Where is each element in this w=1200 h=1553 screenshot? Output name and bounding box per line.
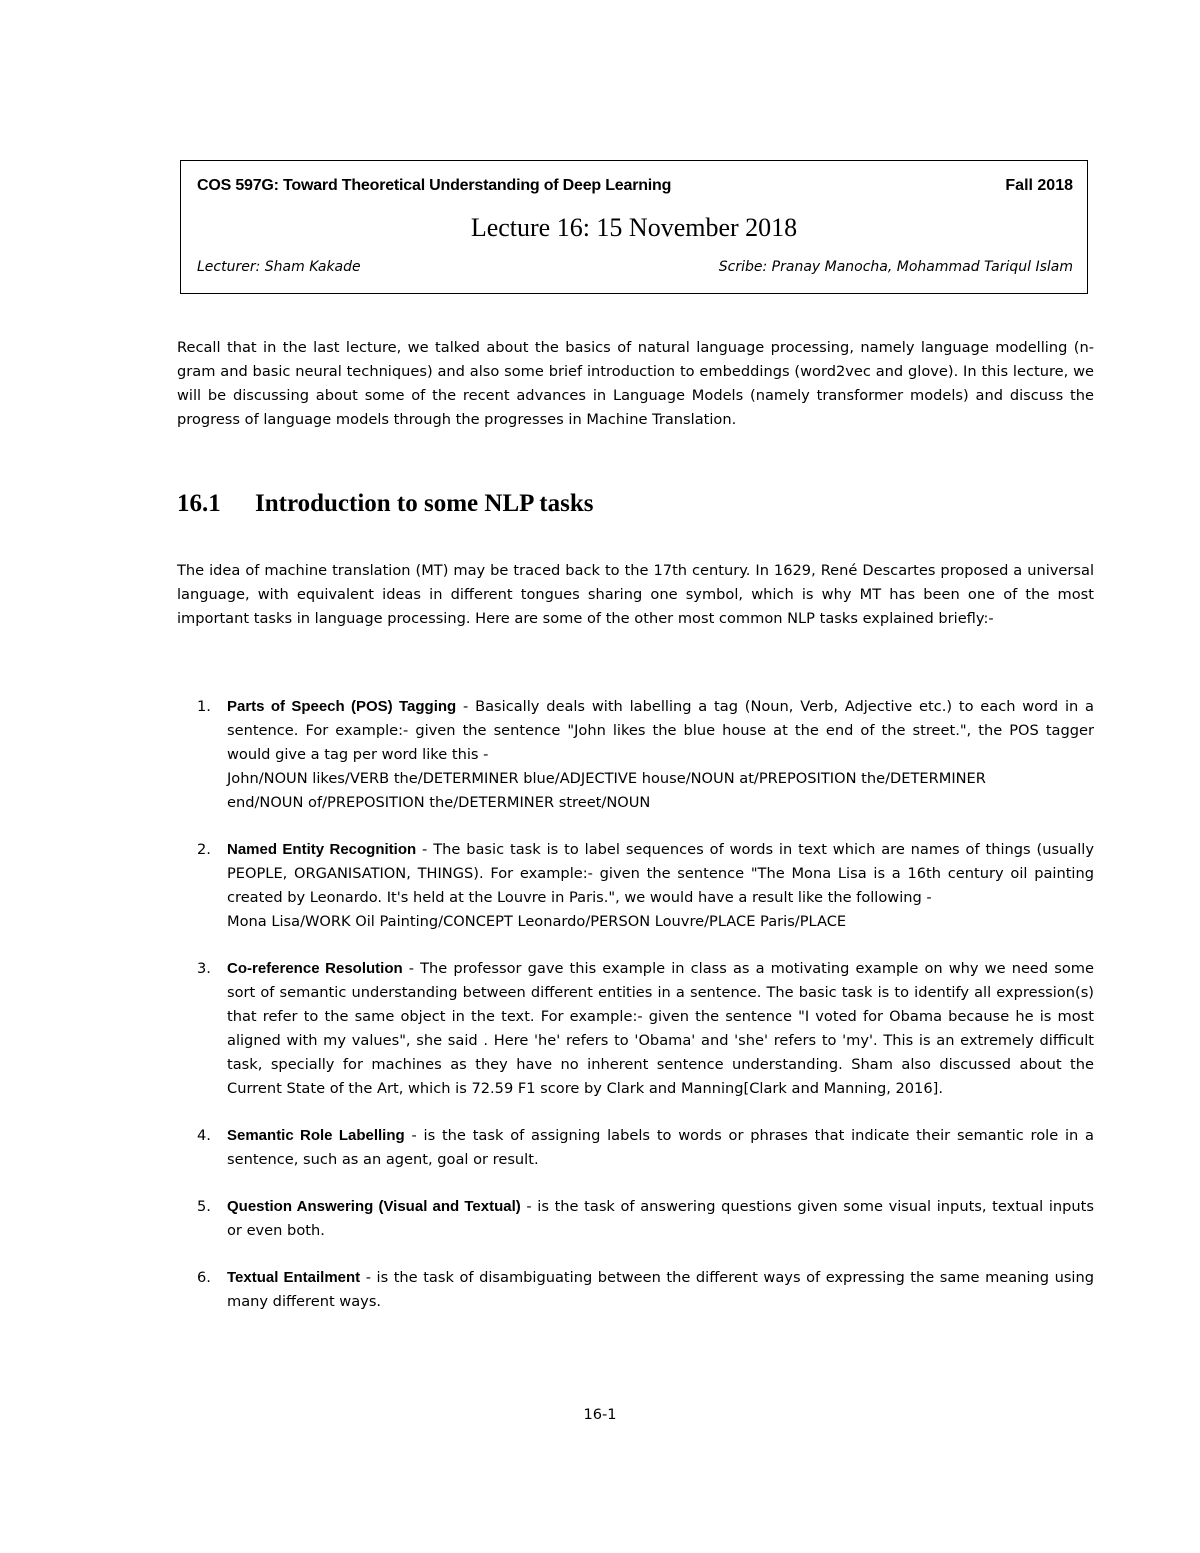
task-title: Question Answering (Visual and Textual) <box>227 1198 521 1215</box>
task-title: Parts of Speech (POS) Tagging <box>227 698 457 715</box>
list-item <box>177 957 1094 1101</box>
lecture-header-box <box>180 160 1088 294</box>
task-description: - Basically deals with labelling a tag (Noun, Verb, Adjective etc.) to each word in a sentence. For example:- given the sentence "John likes the blue house at the end of the street.", the POS tagger would give a tag per word like this - <box>227 698 1094 763</box>
list-item <box>177 838 1094 934</box>
list-item-number: 2. <box>197 841 211 858</box>
lecture-title: Lecture 16: 15 November 2018 <box>470 213 798 242</box>
task-title: Co-reference Resolution <box>227 960 403 977</box>
term-label: Fall 2018 <box>1005 177 1073 194</box>
course-title: COS 597G: Toward Theoretical Understanding of Deep Learning <box>197 177 672 194</box>
list-item-number: 6. <box>197 1269 211 1286</box>
list-item-number: 5. <box>197 1198 211 1215</box>
page-number: 16-1 <box>583 1406 617 1423</box>
section-title: Introduction to some NLP tasks <box>255 490 594 517</box>
list-item <box>177 1124 1094 1172</box>
list-item-number: 3. <box>197 960 211 977</box>
task-example: Mona Lisa/WORK Oil Painting/CONCEPT Leonardo/PERSON Louvre/PLACE Paris/PLACE <box>227 913 847 930</box>
section-number: 16.1 <box>177 490 221 517</box>
task-description: - The basic task is to label sequences of words in text which are names of things (usually PEOPLE, ORGANISATION, THINGS). For example:- given the sentence "The Mona Lisa is a 16th century oil painting created by Leonardo. It's held at the Louvre in Paris.", we would have a result like the following - <box>227 841 1094 906</box>
list-item <box>177 1195 1094 1243</box>
section-paragraph: The idea of machine translation (MT) may be traced back to the 17th century. In 1629, René Descartes proposed a universal language, with equivalent ideas in different tongues sharing one symbol, which is why MT has been one of the most important tasks in language processing. Here are some of the other most common NLP tasks explained briefly:- <box>177 562 1094 627</box>
list-item-number: 1. <box>197 698 211 715</box>
section-heading <box>177 490 593 518</box>
task-example: end/NOUN of/PREPOSITION the/DETERMINER street/NOUN <box>227 794 651 811</box>
list-item <box>177 1266 1094 1314</box>
task-title: Textual Entailment <box>227 1269 361 1286</box>
task-example: John/NOUN likes/VERB the/DETERMINER blue/ADJECTIVE house/NOUN at/PREPOSITION the/DETERMINER <box>227 770 986 787</box>
task-description: - is the task of answering questions given some visual inputs, textual inputs or even both. <box>227 1198 1094 1239</box>
list-item <box>177 695 1094 815</box>
task-description: - is the task of assigning labels to words or phrases that indicate their semantic role in a sentence, such as an agent, goal or result. <box>227 1127 1094 1168</box>
lecturer-name: Lecturer: Sham Kakade <box>197 259 361 275</box>
task-description: - The professor gave this example in class as a motivating example on why we need some sort of semantic understanding between different entities in a sentence. The basic task is to identify all expression(s) that refer to the same object in the text. For example:- given the sentence "I voted for Obama because he is most aligned with my values", she said . Here 'he' refers to 'Obama' and 'she' refers to 'my'. This is an extremely difficult task, specially for machines as they have no inherent sentence understanding. Sham also discussed about the Current State of the Art, which is 72.59 F1 score by Clark and Manning[Clark and Manning, 2016]. <box>227 960 1094 1097</box>
intro-paragraph: Recall that in the last lecture, we talked about the basics of natural language processing, namely language modelling (n-gram and basic neural techniques) and also some brief introduction to embeddings (word2vec and glove). In this lecture, we will be discussing about some of the recent advances in Language Models (namely transformer models) and discuss the progress of language models through the progresses in Machine Translation. <box>177 339 1094 428</box>
scribe-names: Scribe: Pranay Manocha, Mohammad Tariqul Islam <box>718 259 1073 275</box>
task-title: Semantic Role Labelling <box>227 1127 405 1144</box>
task-description: - is the task of disambiguating between the different ways of expressing the same meaning using many different ways. <box>227 1269 1094 1310</box>
list-item-number: 4. <box>197 1127 211 1144</box>
nlp-task-list <box>177 695 1094 1337</box>
task-title: Named Entity Recognition <box>227 841 417 858</box>
